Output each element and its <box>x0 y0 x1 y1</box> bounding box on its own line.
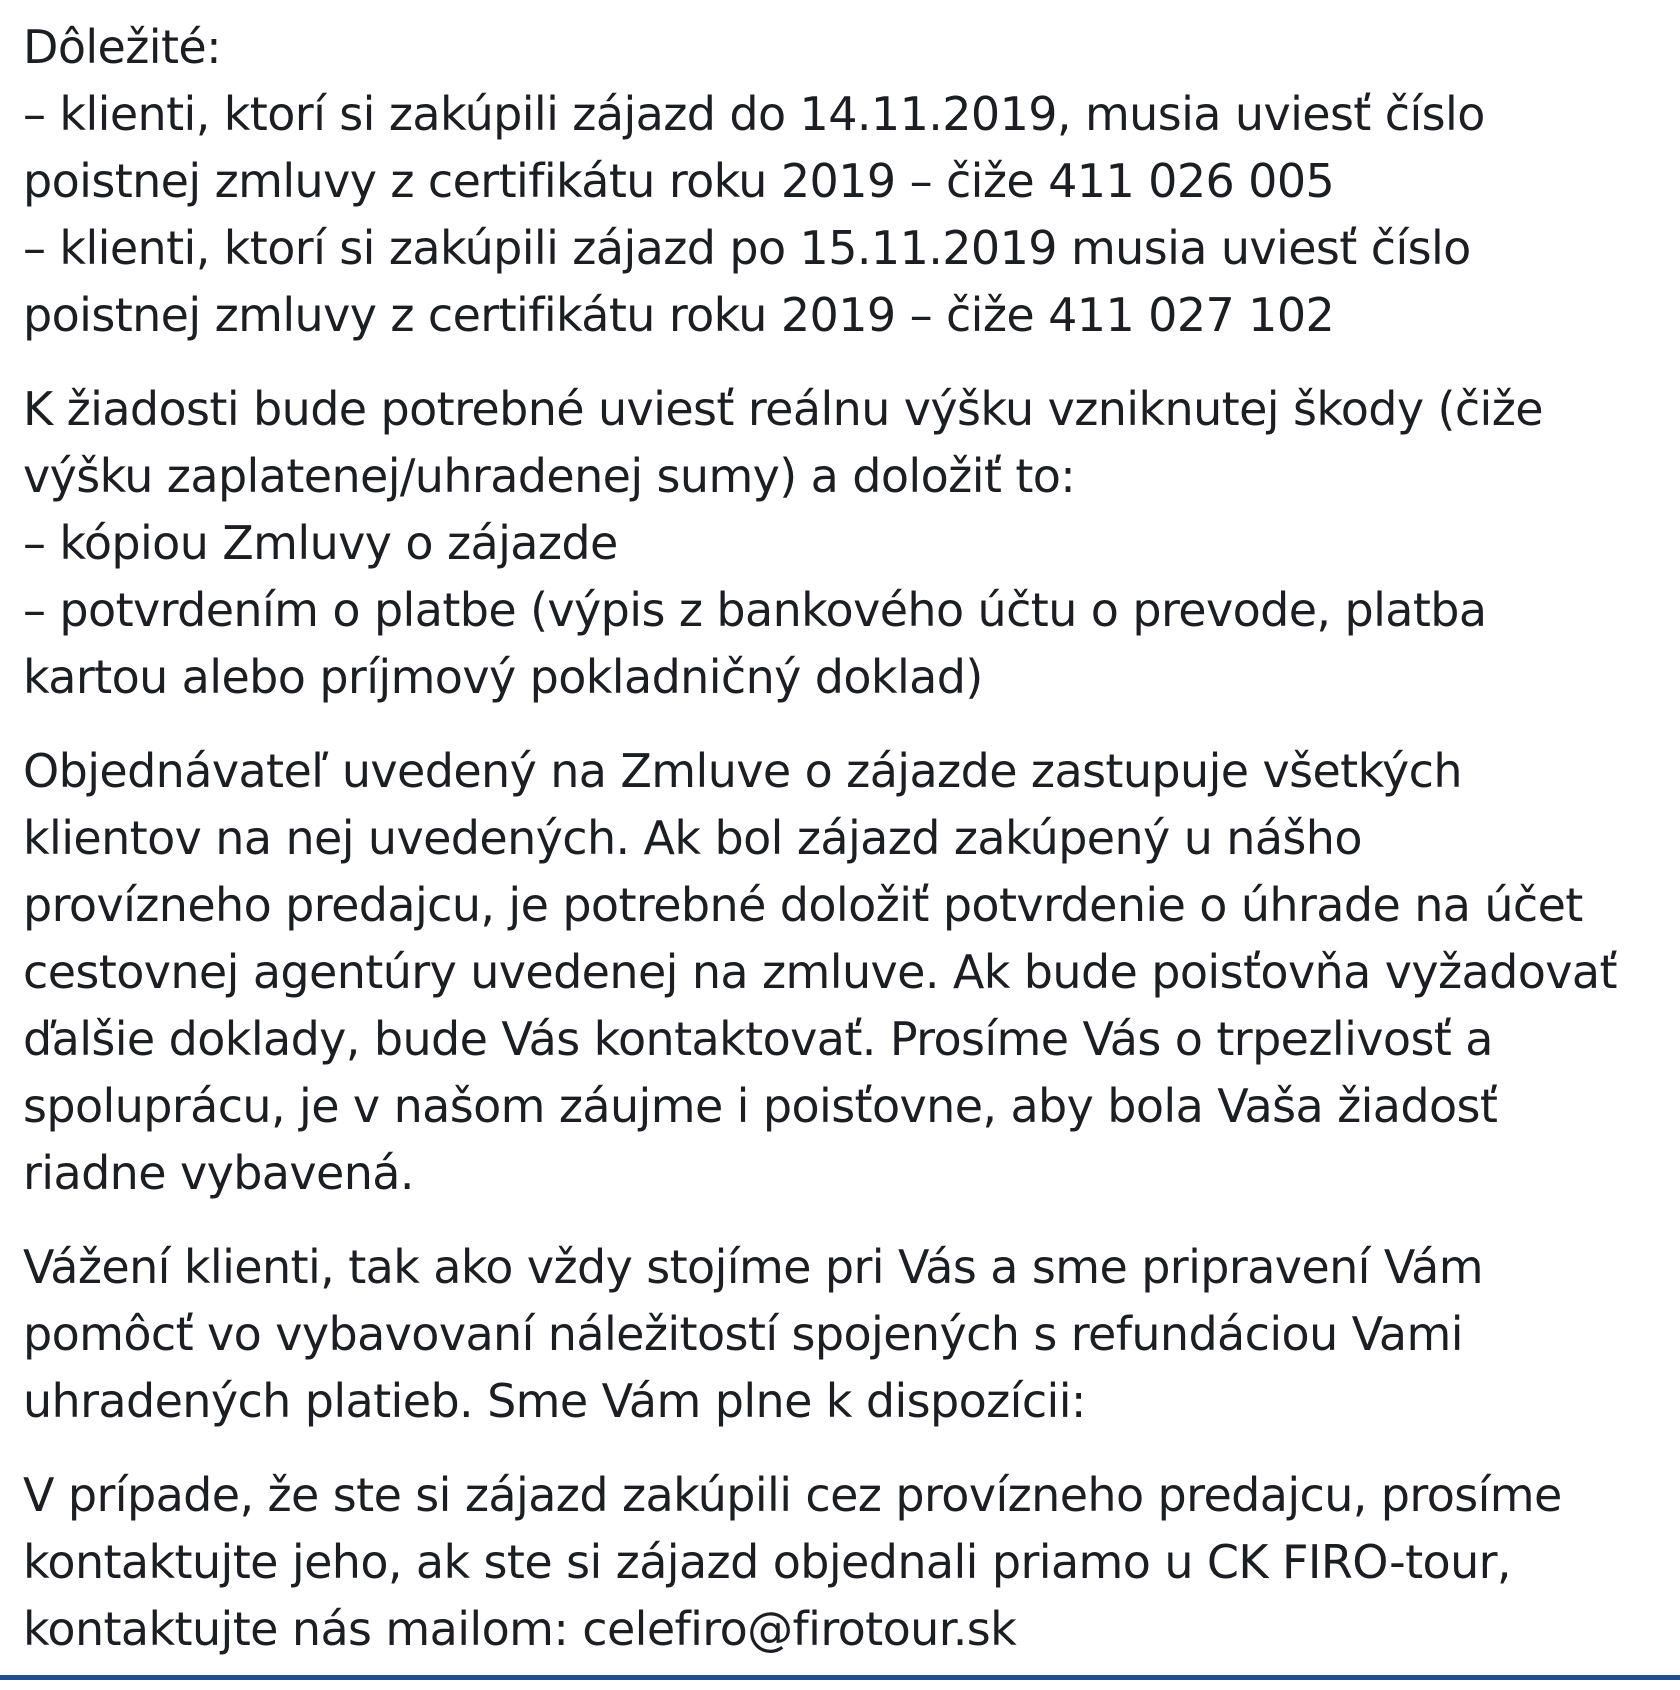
text-line: poistnej zmluvy z certifikátu roku 2019 – čiže 411 027 102 <box>23 288 1335 342</box>
text-line: – klienti, ktorí si zakúpili zájazd po 15.11.2019 musia uviesť číslo <box>23 221 1471 275</box>
text-line: V prípade, že ste si zájazd zakúpili cez provízneho predajcu, prosíme <box>23 1468 1562 1522</box>
text-line: – klienti, ktorí si zakúpili zájazd do 14.11.2019, musia uviesť číslo <box>23 87 1485 141</box>
paragraph-contact <box>23 1462 1673 1663</box>
paragraph-orderer <box>23 738 1673 1207</box>
text-line: Vážení klienti, tak ako vždy stojíme pri Vás a sme pripravení Vám <box>23 1240 1483 1294</box>
text-line: Objednávateľ uvedený na Zmluve o zájazde zastupuje všetkých <box>23 744 1462 798</box>
text-line: uhradených platieb. Sme Vám plne k dispozícii: <box>23 1374 1086 1428</box>
text-line: Dôležité: <box>23 20 222 74</box>
paragraph-important <box>23 14 1673 349</box>
text-line: – potvrdením o platbe (výpis z bankového účtu o prevode, platba <box>23 583 1487 637</box>
text-line: poistnej zmluvy z certifikátu roku 2019 – čiže 411 026 005 <box>23 154 1335 208</box>
text-line: provízneho predajcu, je potrebné doložiť potvrdenie o úhrade na účet <box>23 878 1583 932</box>
text-line: kontaktujte nás mailom: celefiro@firotour.sk <box>23 1602 1017 1656</box>
paragraph-request <box>23 376 1673 711</box>
post-text <box>23 14 1673 1690</box>
text-line: cestovnej agentúry uvedenej na zmluve. Ak bude poisťovňa vyžadovať <box>23 945 1617 999</box>
text-line: spoluprácu, je v našom záujme i poisťovne, aby bola Vaša žiadosť <box>23 1079 1498 1133</box>
text-line: K žiadosti bude potrebné uviesť reálnu výšku vzniknutej škody (čiže <box>23 382 1543 436</box>
text-line: pomôcť vo vybavovaní náležitostí spojených s refundáciou Vami <box>23 1307 1463 1361</box>
paragraph-clients <box>23 1234 1673 1435</box>
text-line: klientov na nej uvedených. Ak bol zájazd zakúpený u nášho <box>23 811 1362 865</box>
text-line: kartou alebo príjmový pokladničný doklad) <box>23 650 983 704</box>
text-line: riadne vybavená. <box>23 1146 414 1200</box>
bottom-divider <box>0 1675 1680 1680</box>
text-line: ďalšie doklady, bude Vás kontaktovať. Prosíme Vás o trpezlivosť a <box>23 1012 1493 1066</box>
text-line: výšku zaplatenej/uhradenej sumy) a doložiť to: <box>23 449 1076 503</box>
text-line: – kópiou Zmluvy o zájazde <box>23 516 618 570</box>
text-line: kontaktujte jeho, ak ste si zájazd objednali priamo u CK FIRO-tour, <box>23 1535 1511 1589</box>
